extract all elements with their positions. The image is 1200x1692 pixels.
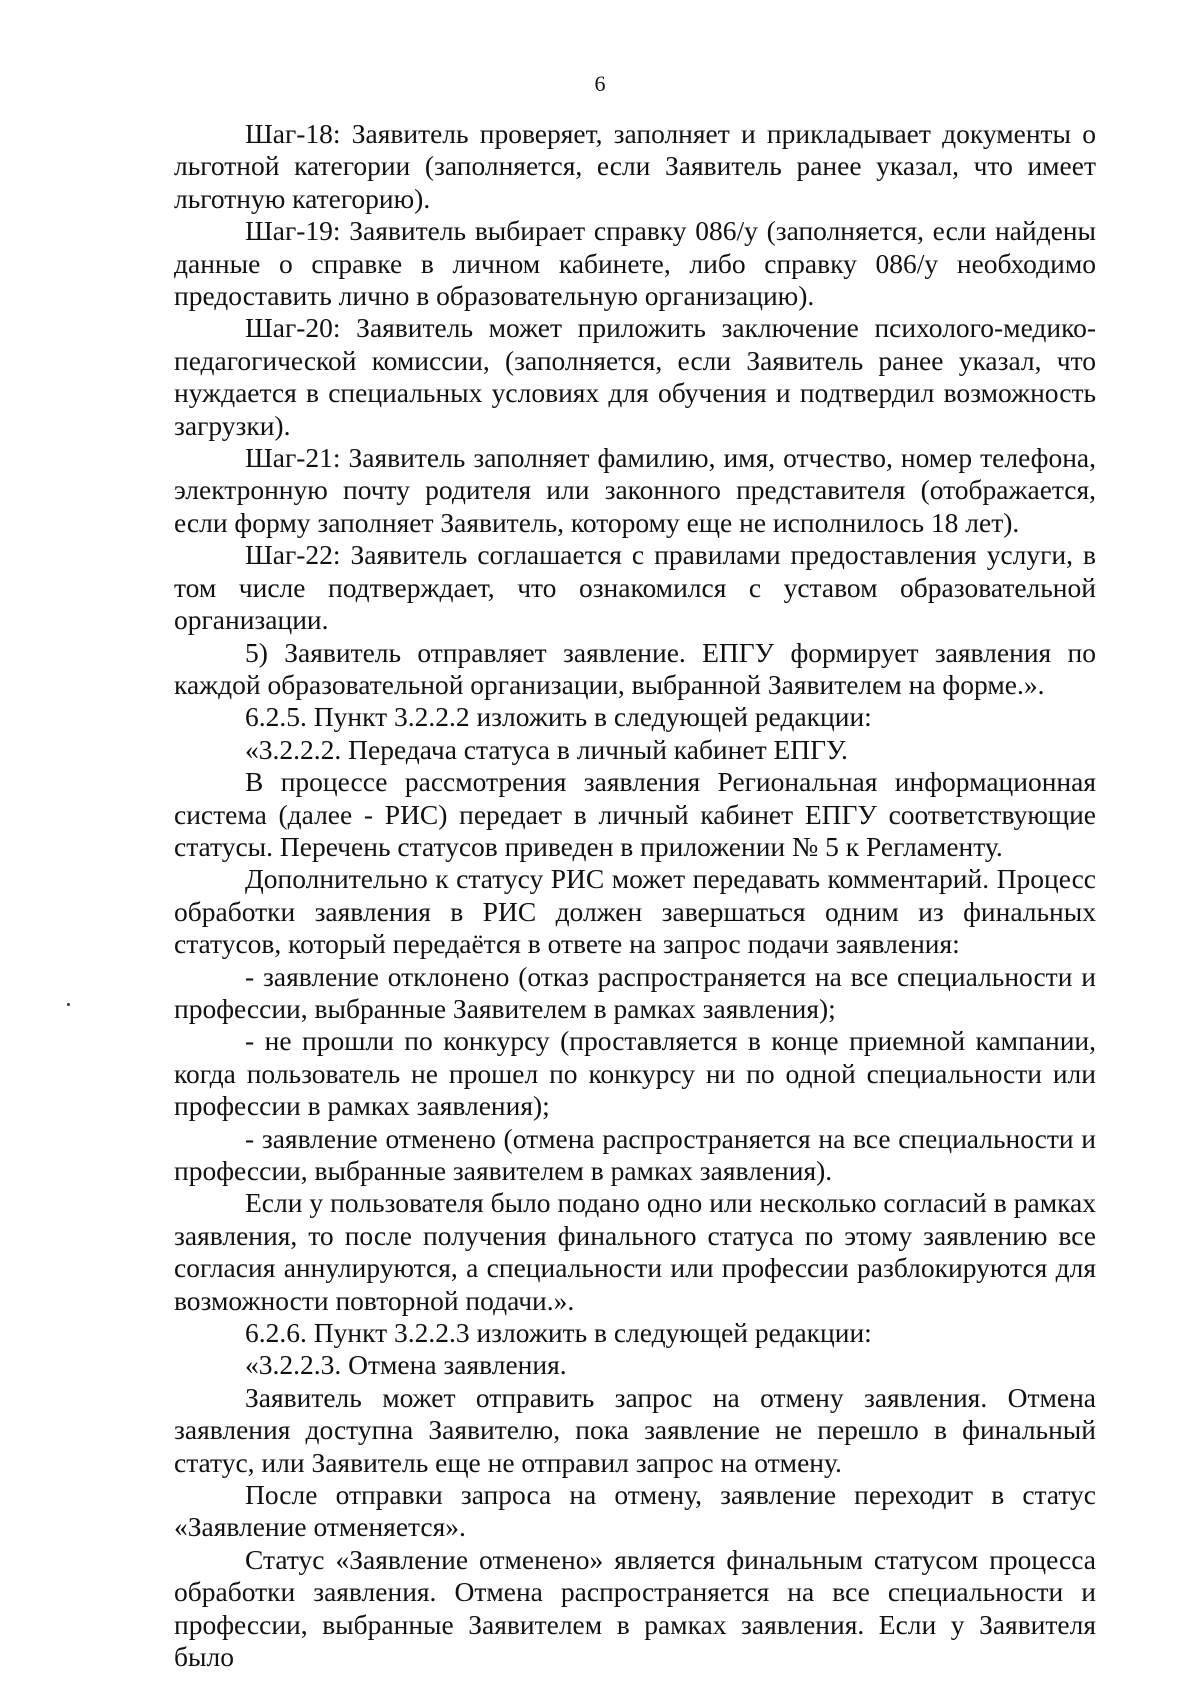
paragraph-cancelling-status: После отправки запроса на отмену, заявление переходит в статус «Заявление отменяется». (174, 1479, 1096, 1543)
list-item-rejected: - заявление отклонено (отказ распространяется на все специальности и профессии, выбранные Заявителем в рамках заявления); (174, 960, 1096, 1024)
paragraph-step-22: Шаг-22: Заявитель соглашается с правилами предоставления услуги, в том числе подтверждает, что ознакомился с уставом образовательной организации. (174, 539, 1096, 636)
paragraph-step-18: Шаг-18: Заявитель проверяет, заполняет и прикладывает документы о льготной категории (заполняется, если Заявитель ранее указал, что имеет льготную категорию). (174, 118, 1096, 214)
paragraph-cancelled-status: Статус «Заявление отменено» является финальным статусом процесса обработки заявления. Отмена распространяется на все специальности и профессии, выбранные Заявителем в рамках заявления. Если у Заявителя было (174, 1543, 1096, 1673)
paragraph-ris-statuses: В процессе рассмотрения заявления Региональная информационная система (далее - РИС) передает в личный кабинет ЕПГУ соответствующие статусы. Перечень статусов приведен в приложении № 5 к Регламенту. (174, 766, 1096, 862)
paragraph-cancel-request: Заявитель может отправить запрос на отмену заявления. Отмена заявления доступна Заявителю, пока заявление не перешло в финальный статус, или Заявитель еще не отправил запрос на отмену. (174, 1381, 1096, 1478)
paragraph-consents: Если у пользователя было подано одно или несколько согласий в рамках заявления, то после получения финального статуса по этому заявлению все согласия аннулируются, а специальности или профессии разблокируются для возможности повторной подачи.». (174, 1187, 1096, 1316)
list-item-cancelled: - заявление отменено (отмена распространяется на все специальности и профессии, выбранные заявителем в рамках заявления). (174, 1122, 1096, 1186)
paragraph-item-5: 5) Заявитель отправляет заявление. ЕПГУ формирует заявления по каждой образовательной организации, выбранной Заявителем на форме.». (174, 636, 1096, 700)
paragraph-step-21: Шаг-21: Заявитель заполняет фамилию, имя, отчество, номер телефона, электронную почту родителя или законного представителя (отображается, если форму заполняет Заявитель, которому еще не исполнилось 18 лет). (174, 442, 1096, 538)
paragraph-heading-3-2-2-2: «3.2.2.2. Передача статуса в личный кабинет ЕПГУ. (245, 733, 848, 765)
page-number: 6 (594, 71, 606, 96)
list-item-not-passed: - не прошли по конкурсу (проставляется в конце приемной кампании, когда пользователь не прошел по конкурсу ни по одной специальности или профессии в рамках заявления); (174, 1025, 1096, 1122)
paragraph-step-19: Шаг-19: Заявитель выбирает справку 086/у (заполняется, если найдены данные о справке в личном кабинете, либо справку 086/у необходимо предоставить лично в образовательную организацию). (174, 215, 1096, 312)
document-body (174, 118, 1096, 1674)
paragraph-step-20: Шаг-20: Заявитель может приложить заключение психолого-медико-педагогической комиссии, (заполняется, если Заявитель ранее указал, что нуждается в специальных условиях для обучения и подтвердил возможность загрузки). (174, 312, 1096, 441)
paragraph-heading-3-2-2-3: «3.2.2.3. Отмена заявления. (245, 1349, 567, 1381)
paragraph-clause-6-2-6: 6.2.6. Пункт 3.2.2.3 изложить в следующей редакции: (245, 1317, 872, 1349)
paragraph-clause-6-2-5: 6.2.5. Пункт 3.2.2.2 изложить в следующей редакции: (245, 701, 872, 733)
scan-speck (67, 1003, 70, 1006)
paragraph-final-statuses: Дополнительно к статусу РИС может передавать комментарий. Процесс обработки заявления в РИС должен завершаться одним из финальных статусов, который передаётся в ответе на запрос подачи заявления: (174, 863, 1096, 960)
